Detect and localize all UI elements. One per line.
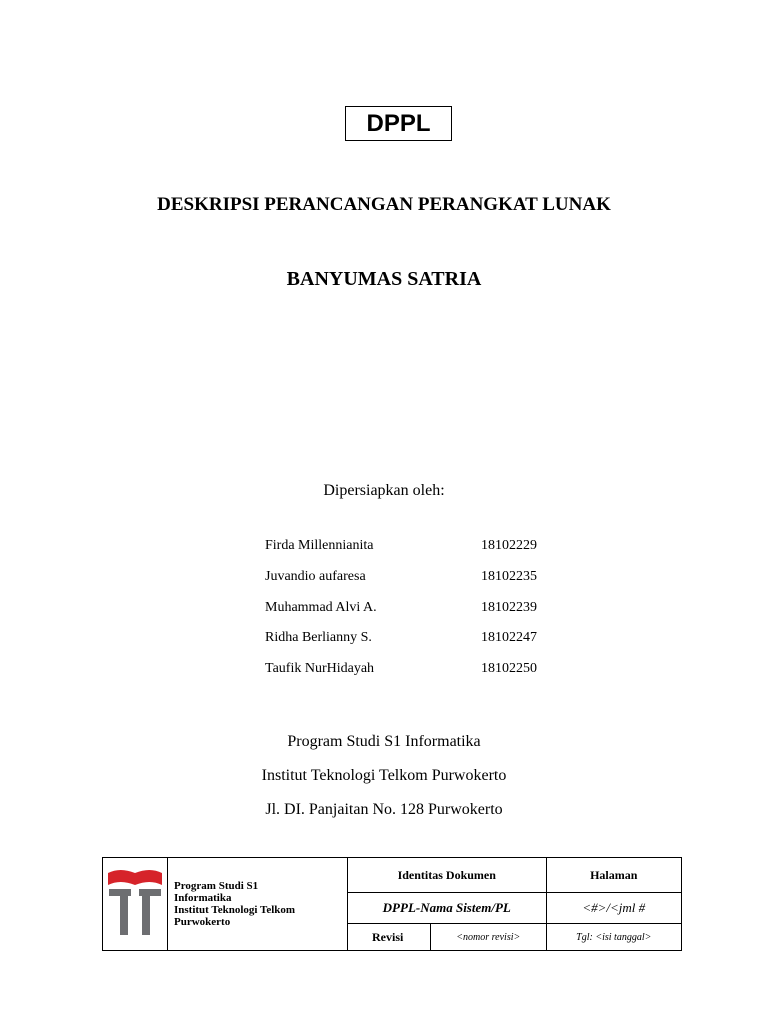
member-name: Muhammad Alvi A.	[265, 599, 377, 615]
program-name: Program Studi S1 Informatika	[287, 733, 481, 750]
program-info-cell	[168, 858, 348, 951]
member-id: 18102247	[481, 630, 537, 646]
member-id: 18102250	[481, 661, 537, 677]
logo-cell	[103, 858, 168, 951]
page-number-cell: <#>/<jml #	[546, 893, 681, 924]
member-list	[265, 538, 585, 692]
institution-name: Institut Teknologi Telkom Purwokerto	[261, 767, 507, 784]
member-name: Ridha Berlianny S.	[265, 630, 372, 646]
member-row	[265, 569, 585, 600]
document-footer-table	[102, 857, 682, 951]
doc-code-badge: DPPL	[345, 106, 452, 141]
doc-name-cell: DPPL-Nama Sistem/PL	[348, 893, 547, 924]
member-id: 18102235	[481, 568, 537, 584]
member-row	[265, 538, 585, 569]
project-title: BANYUMAS SATRIA	[286, 268, 482, 290]
document-subtitle: DESKRIPSI PERANCANGAN PERANGKAT LUNAK	[157, 194, 611, 215]
revision-value: <nomor revisi>	[431, 924, 547, 951]
member-row	[265, 661, 585, 692]
revision-label: Revisi	[348, 924, 431, 951]
member-id: 18102239	[481, 599, 537, 615]
member-row	[265, 600, 585, 631]
member-name: Taufik NurHidayah	[265, 661, 375, 677]
member-row	[265, 630, 585, 661]
date-value: Tgl: <isi tanggal>	[546, 924, 681, 951]
doc-identity-header: Identitas Dokumen	[348, 858, 547, 893]
member-name: Juvandio aufaresa	[265, 568, 366, 584]
prepared-by-label: Dipersiapkan oleh:	[323, 482, 445, 499]
member-id: 18102229	[481, 538, 537, 553]
footer-program-line: Informatika	[174, 892, 232, 904]
footer-program-line: Purwokerto	[174, 916, 231, 928]
page-header: Halaman	[546, 858, 681, 893]
institution-address: Jl. DI. Panjaitan No. 128 Purwokerto	[265, 801, 503, 818]
footer-program-line: Program Studi S1	[174, 880, 259, 892]
member-name: Firda Millennianita	[265, 538, 374, 553]
telkom-university-logo-icon	[106, 867, 164, 937]
footer-program-line: Institut Teknologi Telkom	[174, 904, 296, 916]
